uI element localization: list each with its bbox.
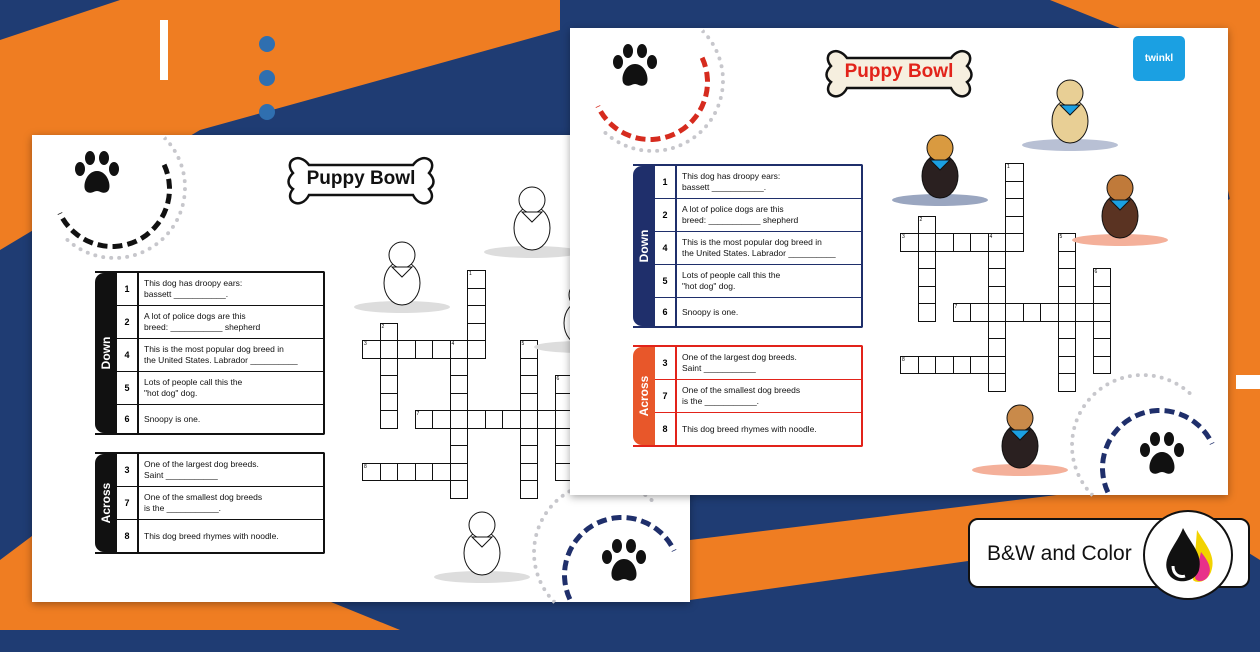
- crossword-cell[interactable]: [537, 410, 556, 429]
- clue-number: 6: [655, 298, 677, 326]
- crossword-cell[interactable]: [520, 393, 539, 412]
- cell-number: 4: [451, 341, 455, 347]
- crossword-cell[interactable]: [918, 303, 937, 322]
- crossword-cell[interactable]: [432, 463, 451, 482]
- cell-number: 8: [364, 463, 367, 470]
- crossword-cell[interactable]: [1093, 338, 1112, 357]
- clue-number: 5: [117, 372, 139, 404]
- crossword-cell[interactable]: [1058, 338, 1077, 357]
- clue-text: A lot of police dogs are this breed: ___________ shepherd: [682, 204, 799, 225]
- crossword-cell[interactable]: [1058, 251, 1077, 270]
- dog-illustration: [890, 128, 990, 208]
- clue-row: [117, 372, 323, 405]
- crossword-cell[interactable]: [450, 463, 469, 482]
- clue-row: [655, 199, 861, 232]
- crossword-cell[interactable]: [1058, 373, 1077, 392]
- down-clues-table: [633, 164, 863, 328]
- crossword-cell[interactable]: [1005, 303, 1024, 322]
- crossword-cell[interactable]: [988, 321, 1007, 340]
- crossword-cell[interactable]: [380, 410, 399, 429]
- across-label-bar: [633, 347, 655, 445]
- cell-number: 6: [556, 376, 560, 382]
- crossword-cell[interactable]: [467, 305, 486, 324]
- clue-text: Snoopy is one.: [682, 306, 739, 317]
- clue-number: 4: [117, 339, 139, 371]
- page-title: Puppy Bowl: [306, 168, 416, 189]
- crossword-cell[interactable]: [450, 410, 469, 429]
- clue-number: 7: [655, 380, 677, 412]
- crossword-cell[interactable]: [450, 393, 469, 412]
- crossword-cell[interactable]: [520, 463, 539, 482]
- clue-number: 6: [117, 405, 139, 433]
- paw-icon: [597, 535, 651, 589]
- clue-text: Snoopy is one.: [144, 413, 201, 424]
- crossword-cell[interactable]: [1040, 303, 1059, 322]
- clue-number: 5: [655, 265, 677, 297]
- dog-illustration: [432, 505, 532, 585]
- clue-text: One of the smallest dog breeds is the ___________.: [144, 492, 263, 513]
- crossword-cell[interactable]: [520, 480, 539, 499]
- crossword-cell[interactable]: [1058, 286, 1077, 305]
- clue-text: This dog breed rhymes with noodle.: [682, 423, 817, 434]
- crossword-cell[interactable]: [380, 323, 399, 342]
- crossword-cell[interactable]: [1075, 303, 1094, 322]
- crossword-cell[interactable]: [918, 286, 937, 305]
- clue-text: One of the largest dog breeds. Saint ___________: [144, 459, 259, 480]
- crossword-cell[interactable]: [380, 463, 399, 482]
- crossword-cell[interactable]: [953, 233, 972, 252]
- dog-illustration: [970, 398, 1070, 478]
- crossword-cell[interactable]: [1093, 286, 1112, 305]
- paw-icon: [608, 40, 662, 94]
- crossword-cell[interactable]: [520, 358, 539, 377]
- crossword-cell[interactable]: [450, 428, 469, 447]
- clue-row: [117, 454, 323, 487]
- crossword-cell[interactable]: [935, 356, 954, 375]
- cell-number: 5: [1059, 234, 1063, 240]
- down-label-bar: [95, 273, 117, 433]
- crossword-cell[interactable]: [520, 375, 539, 394]
- crossword-cell[interactable]: [450, 340, 469, 359]
- cell-number: 3: [364, 341, 367, 347]
- crossword-cell[interactable]: [988, 286, 1007, 305]
- page-title: Puppy Bowl: [844, 61, 954, 82]
- clue-text: This is the most popular dog breed in the United States. Labrador __________: [682, 237, 836, 258]
- clue-text: This dog has droopy ears: bassett ___________.: [144, 278, 243, 299]
- clue-number: 4: [655, 232, 677, 264]
- clue-number: 2: [117, 306, 139, 338]
- crossword-cell[interactable]: [415, 463, 434, 482]
- crossword-cell[interactable]: [467, 288, 486, 307]
- crossword-cell[interactable]: [432, 340, 451, 359]
- clue-number: 1: [117, 273, 139, 305]
- crossword-cell[interactable]: [450, 358, 469, 377]
- clue-number: 3: [655, 347, 677, 379]
- crossword-cell[interactable]: [397, 340, 416, 359]
- crossword-cell[interactable]: [1093, 303, 1112, 322]
- clue-row: [655, 232, 861, 265]
- crossword-cell[interactable]: [432, 410, 451, 429]
- crossword-cell[interactable]: [1093, 356, 1112, 375]
- dog-illustration: [482, 180, 582, 260]
- crossword-cell[interactable]: [467, 323, 486, 342]
- crossword-cell[interactable]: [380, 393, 399, 412]
- crossword-cell[interactable]: [970, 303, 989, 322]
- clue-row: [117, 520, 323, 552]
- clue-text: This dog breed rhymes with noodle.: [144, 530, 279, 541]
- cell-number: 7: [954, 304, 958, 310]
- clue-number: 2: [655, 199, 677, 231]
- title-bone: [287, 151, 435, 209]
- cell-number: 2: [381, 323, 385, 330]
- clue-row: [655, 298, 861, 326]
- clue-text: Lots of people call this the "hot dog" dog.: [144, 377, 243, 398]
- crossword-cell[interactable]: [918, 233, 937, 252]
- crossword-cell[interactable]: [900, 233, 919, 252]
- crossword-cell[interactable]: [1058, 268, 1077, 287]
- crossword-cell[interactable]: [970, 233, 989, 252]
- crossword-cell[interactable]: [467, 270, 486, 289]
- cell-number: 1: [469, 271, 472, 277]
- cell-number: 8: [902, 356, 905, 363]
- dog-illustration: [1070, 168, 1170, 248]
- crossword-cell[interactable]: [520, 445, 539, 464]
- crossword-cell[interactable]: [1005, 163, 1024, 182]
- crossword-cell[interactable]: [918, 268, 937, 287]
- clue-row: [655, 347, 861, 380]
- crossword-cell[interactable]: [485, 410, 504, 429]
- title-bone: [825, 44, 973, 102]
- crossword-cell[interactable]: [520, 428, 539, 447]
- crossword-cell[interactable]: [450, 445, 469, 464]
- crossword-cell[interactable]: [380, 340, 399, 359]
- crossword-cell[interactable]: [918, 251, 937, 270]
- down-label-bar: [633, 166, 655, 326]
- color-worksheet: [570, 28, 1228, 495]
- crossword-cell[interactable]: [918, 356, 937, 375]
- clue-number: 3: [117, 454, 139, 486]
- crossword-cell[interactable]: [415, 410, 434, 429]
- cell-number: 3: [902, 234, 905, 240]
- cell-number: 1: [1007, 164, 1010, 170]
- cell-number: 2: [919, 216, 923, 223]
- crossword-cell[interactable]: [988, 356, 1007, 375]
- across-clues-table: [95, 452, 325, 554]
- paw-icon: [1135, 428, 1189, 482]
- crossword-cell[interactable]: [953, 356, 972, 375]
- cell-number: 7: [416, 411, 420, 417]
- crossword-cell[interactable]: [988, 251, 1007, 270]
- clue-number: 1: [655, 166, 677, 198]
- crossword-cell[interactable]: [467, 410, 486, 429]
- clue-row: [117, 306, 323, 339]
- down-clues-table: [95, 271, 325, 435]
- crossword-cell[interactable]: [1005, 181, 1024, 200]
- dog-illustration: [352, 235, 452, 315]
- across-label: Across: [637, 375, 651, 417]
- down-label: Down: [637, 229, 651, 263]
- clue-row: [117, 487, 323, 520]
- crossword-cell[interactable]: [1058, 321, 1077, 340]
- badge-label: B&W and Color: [987, 542, 1132, 565]
- crossword-cell[interactable]: [415, 340, 434, 359]
- clue-row: [117, 405, 323, 433]
- crossword-cell[interactable]: [988, 338, 1007, 357]
- crossword-cell[interactable]: [1093, 321, 1112, 340]
- clue-text: One of the largest dog breeds. Saint ___________: [682, 352, 797, 373]
- crossword-cell[interactable]: [953, 303, 972, 322]
- crossword-cell[interactable]: [1058, 303, 1077, 322]
- crossword-cell[interactable]: [900, 356, 919, 375]
- crossword-cell[interactable]: [988, 373, 1007, 392]
- crossword-cell[interactable]: [1023, 303, 1042, 322]
- clue-number: 7: [117, 487, 139, 519]
- ink-drop-icon: [1143, 510, 1233, 600]
- clue-number: 8: [117, 520, 139, 552]
- clue-row: [117, 273, 323, 306]
- crossword-cell[interactable]: [450, 375, 469, 394]
- paw-icon: [70, 147, 124, 201]
- crossword-cell[interactable]: [988, 233, 1007, 252]
- cell-number: 4: [989, 234, 993, 240]
- cell-number: 6: [1094, 269, 1098, 275]
- across-clues-table: [633, 345, 863, 447]
- clue-text: One of the smallest dog breeds is the ___________.: [682, 385, 801, 406]
- crossword-cell[interactable]: [502, 410, 521, 429]
- clue-number: 8: [655, 413, 677, 445]
- clue-row: [655, 413, 861, 445]
- crossword-cell[interactable]: [1005, 216, 1024, 235]
- crossword-cell[interactable]: [970, 356, 989, 375]
- clue-row: [655, 380, 861, 413]
- across-label: Across: [99, 482, 113, 524]
- clue-text: Lots of people call this the "hot dog" dog.: [682, 270, 781, 291]
- crossword-cell[interactable]: [467, 340, 486, 359]
- down-label: Down: [99, 336, 113, 370]
- across-label-bar: [95, 454, 117, 552]
- crossword-cell[interactable]: [1093, 268, 1112, 287]
- crossword-cell[interactable]: [935, 233, 954, 252]
- dog-illustration: [1020, 73, 1120, 153]
- crossword-cell[interactable]: [362, 340, 381, 359]
- clue-row: [655, 166, 861, 199]
- clue-text: This is the most popular dog breed in the United States. Labrador __________: [144, 344, 298, 365]
- crossword-cell[interactable]: [1005, 233, 1024, 252]
- cell-number: 5: [521, 341, 525, 347]
- clue-text: A lot of police dogs are this breed: ___________ shepherd: [144, 311, 261, 332]
- crossword-cell[interactable]: [988, 303, 1007, 322]
- crossword-cell[interactable]: [380, 375, 399, 394]
- clue-text: This dog has droopy ears: bassett ___________.: [682, 171, 781, 192]
- crossword-cell[interactable]: [362, 463, 381, 482]
- twinkl-logo: twinkl: [1133, 36, 1185, 81]
- crossword-cell[interactable]: [988, 268, 1007, 287]
- clue-row: [117, 339, 323, 372]
- crossword-cell[interactable]: [380, 358, 399, 377]
- clue-row: [655, 265, 861, 298]
- crossword-cell[interactable]: [520, 410, 539, 429]
- crossword-cell[interactable]: [1005, 198, 1024, 217]
- crossword-cell[interactable]: [1058, 356, 1077, 375]
- crossword-cell[interactable]: [918, 216, 937, 235]
- crossword-cell[interactable]: [450, 480, 469, 499]
- crossword-cell[interactable]: [397, 463, 416, 482]
